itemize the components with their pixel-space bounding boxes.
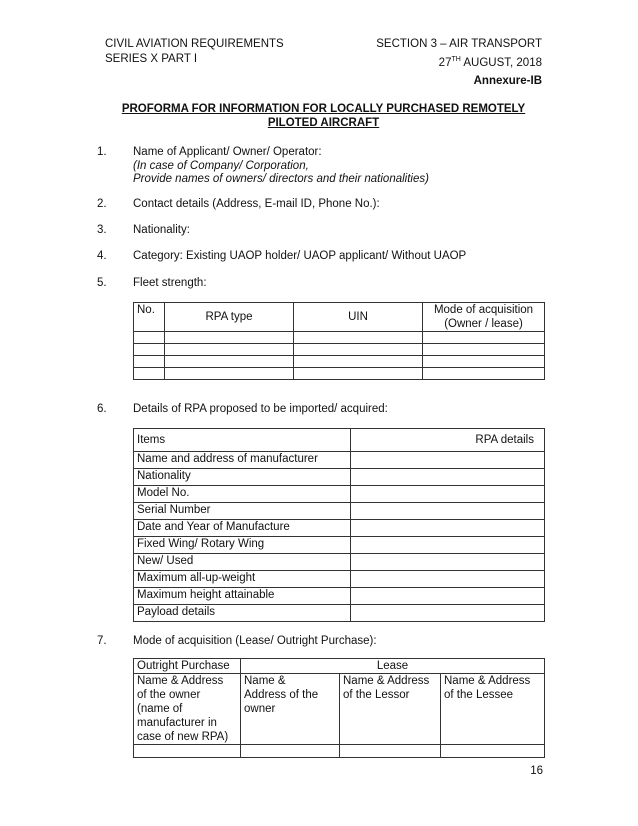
mode-col1-line: manufacturer in xyxy=(137,717,217,729)
table-cell[interactable] xyxy=(351,469,545,486)
mode-of-acquisition-table xyxy=(133,658,545,758)
table-cell[interactable] xyxy=(423,332,545,344)
item-5-number: 5. xyxy=(97,277,107,289)
proforma-title xyxy=(105,102,542,130)
mode-col1-line: (name of xyxy=(137,703,183,715)
rpa-row-label: Payload details xyxy=(134,605,351,622)
table-cell[interactable] xyxy=(351,486,545,503)
table-cell[interactable] xyxy=(351,503,545,520)
table-cell[interactable] xyxy=(441,745,545,758)
table-row xyxy=(134,571,545,588)
item-1-text: Name of Applicant/ Owner/ Operator: xyxy=(133,146,322,158)
table-cell[interactable] xyxy=(340,745,441,758)
item-2-number: 2. xyxy=(97,198,107,210)
mode-col1-line: of the owner xyxy=(137,689,201,701)
table-cell[interactable] xyxy=(294,368,423,380)
table-row xyxy=(134,588,545,605)
mode-col-lessee xyxy=(441,674,545,745)
header-right xyxy=(376,37,542,71)
table-cell[interactable] xyxy=(351,452,545,469)
fleet-header-mode xyxy=(423,303,545,332)
rpa-row-label: Maximum height attainable xyxy=(134,588,351,605)
table-cell[interactable] xyxy=(165,368,294,380)
fleet-header-row xyxy=(134,303,545,332)
mode-col-lessor xyxy=(340,674,441,745)
rpa-row-label: Name and address of manufacturer xyxy=(134,452,351,469)
header-date-day: 27 xyxy=(438,56,452,69)
rpa-header-details: RPA details xyxy=(351,429,545,452)
fleet-header-mode-line1: Mode of acquisition xyxy=(433,304,534,316)
item-4-number: 4. xyxy=(97,250,107,262)
item-1-sub1: (In case of Company/ Corporation, xyxy=(133,160,309,172)
item-1-sub2: Provide names of owners/ directors and their nationalities) xyxy=(133,173,429,185)
mode-col-owner xyxy=(241,674,340,745)
table-cell[interactable] xyxy=(134,368,165,380)
table-row xyxy=(134,486,545,503)
item-7-number: 7. xyxy=(97,635,107,647)
rpa-row-label: Serial Number xyxy=(134,503,351,520)
table-cell[interactable] xyxy=(134,332,165,344)
fleet-header-mode-line2: (Owner / lease) xyxy=(444,318,523,330)
table-row xyxy=(134,469,545,486)
table-cell[interactable] xyxy=(351,554,545,571)
rpa-row-label: Nationality xyxy=(134,469,351,486)
table-row xyxy=(134,745,545,758)
annexure-label: Annexure-IB xyxy=(473,75,542,87)
mode-col4-line: of the Lessee xyxy=(444,689,514,701)
table-cell[interactable] xyxy=(423,356,545,368)
fleet-strength-table xyxy=(133,302,545,380)
item-2-text: Contact details (Address, E-mail ID, Phone No.): xyxy=(133,198,380,210)
rpa-details-table xyxy=(133,428,545,622)
item-4-text: Category: Existing UAOP holder/ UAOP applicant/ Without UAOP xyxy=(133,250,467,262)
mode-col-owner-manufacturer xyxy=(134,674,241,745)
table-cell[interactable] xyxy=(165,344,294,356)
mode-col3-line: Name & Address xyxy=(343,675,430,687)
table-row xyxy=(134,503,545,520)
table-cell[interactable] xyxy=(351,605,545,622)
title-line1: PROFORMA FOR INFORMATION FOR LOCALLY PURCHASED REMOTELY xyxy=(121,103,526,115)
table-row xyxy=(134,554,545,571)
rpa-row-label: New/ Used xyxy=(134,554,351,571)
item-1-number: 1. xyxy=(97,146,107,158)
header-right-line1: SECTION 3 – AIR TRANSPORT xyxy=(376,38,542,50)
header-left-line2: SERIES X PART I xyxy=(105,53,198,65)
table-row xyxy=(134,605,545,622)
fleet-header-uin: UIN xyxy=(294,303,423,332)
table-cell[interactable] xyxy=(351,537,545,554)
rpa-header-row xyxy=(134,429,545,452)
mode-col2-line: owner xyxy=(244,703,276,715)
item-6-number: 6. xyxy=(97,403,107,415)
header-left-line1: CIVIL AVIATION REQUIREMENTS xyxy=(105,38,284,50)
table-cell[interactable] xyxy=(351,588,545,605)
table-cell[interactable] xyxy=(294,344,423,356)
table-cell[interactable] xyxy=(423,344,545,356)
table-row xyxy=(134,537,545,554)
table-row xyxy=(134,344,545,356)
mode-header-lease: Lease xyxy=(241,659,545,674)
table-row xyxy=(134,332,545,344)
rpa-header-items: Items xyxy=(134,429,351,452)
rpa-row-label: Date and Year of Manufacture xyxy=(134,520,351,537)
mode-col4-line: Name & Address xyxy=(444,675,531,687)
table-row xyxy=(134,520,545,537)
mode-subheader-row xyxy=(134,674,545,745)
table-row xyxy=(134,368,545,380)
table-cell[interactable] xyxy=(134,745,241,758)
rpa-row-label: Fixed Wing/ Rotary Wing xyxy=(134,537,351,554)
table-cell[interactable] xyxy=(241,745,340,758)
mode-header-row xyxy=(134,659,545,674)
table-cell[interactable] xyxy=(165,356,294,368)
mode-col3-line: of the Lessor xyxy=(343,689,410,701)
table-row xyxy=(134,452,545,469)
fleet-header-no: No. xyxy=(134,303,165,332)
item-3-number: 3. xyxy=(97,224,107,236)
item-5-text: Fleet strength: xyxy=(133,277,207,289)
mode-col2-line: Name & xyxy=(244,675,286,687)
rpa-row-label: Maximum all-up-weight xyxy=(134,571,351,588)
mode-col1-line: case of new RPA) xyxy=(137,731,229,743)
header-date-sup: TH xyxy=(451,56,461,63)
item-7-text: Mode of acquisition (Lease/ Outright Purchase): xyxy=(133,635,377,647)
header-date-rest: AUGUST, 2018 xyxy=(460,56,542,69)
table-cell[interactable] xyxy=(134,344,165,356)
mode-col2-line: Address of the xyxy=(244,689,319,701)
title-line2: PILOTED AIRCRAFT xyxy=(267,117,380,129)
header-left xyxy=(105,37,284,67)
fleet-header-rpa-type: RPA type xyxy=(165,303,294,332)
table-cell[interactable] xyxy=(423,368,545,380)
table-cell[interactable] xyxy=(134,356,165,368)
table-cell[interactable] xyxy=(351,520,545,537)
table-row xyxy=(134,356,545,368)
item-6-text: Details of RPA proposed to be imported/ acquired: xyxy=(133,403,388,415)
header-right-line2 xyxy=(376,52,542,71)
page-number: 16 xyxy=(530,765,543,777)
item-3-text: Nationality: xyxy=(133,224,190,236)
mode-col1-line: Name & Address xyxy=(137,675,224,687)
rpa-row-label: Model No. xyxy=(134,486,351,503)
mode-header-outright: Outright Purchase xyxy=(134,659,241,674)
table-cell[interactable] xyxy=(351,571,545,588)
table-cell[interactable] xyxy=(165,332,294,344)
table-cell[interactable] xyxy=(294,332,423,344)
table-cell[interactable] xyxy=(294,356,423,368)
